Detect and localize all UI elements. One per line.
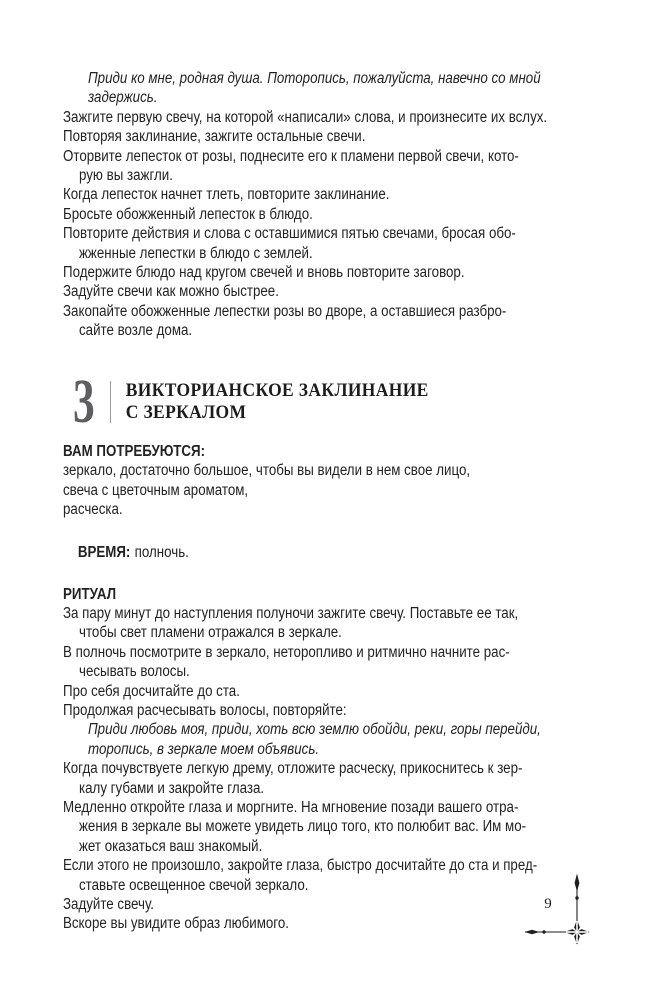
ritual-instructions — [63, 604, 587, 934]
ornament-dot-vertical — [575, 896, 578, 899]
time-label: ВРЕМЯ: — [77, 543, 131, 561]
text-line: рую вы зажгли. — [79, 167, 173, 185]
text-line: расческа. — [63, 500, 123, 518]
text-line: Если этого не произошло, закройте глаза, быстро досчитайте до ста и пред- — [63, 857, 538, 875]
instruction-paragraph — [63, 682, 587, 701]
instruction-paragraph — [63, 205, 587, 224]
text-line: жет оказаться ваш знакомый. — [79, 837, 263, 855]
text-line: Повторяя заклинание, зажгите остальные свечи. — [63, 128, 366, 146]
text-line: Оторвите лепесток от розы, поднесите его к пламени первой свечи, кото- — [63, 147, 519, 165]
instruction-paragraph — [63, 461, 587, 480]
instruction-paragraph — [63, 604, 587, 643]
instruction-paragraph — [63, 282, 587, 301]
text-line: чесывать волосы. — [79, 663, 190, 681]
page-number: 9 — [544, 896, 552, 912]
instruction-paragraph — [63, 127, 587, 146]
text-line: В полночь посмотрите в зеркало, неторопливо и ритмично начните рас- — [63, 643, 510, 661]
text-line: Задуйте свечи как можно быстрее. — [63, 283, 279, 301]
instruction-paragraph — [63, 185, 587, 204]
text-line: Приди любовь моя, приди, хоть всю землю обойди, реки, горы перейди, — [88, 721, 541, 739]
instruction-paragraph — [63, 759, 587, 798]
text-line: чтобы свет пламени отражался в зеркале. — [79, 624, 342, 642]
left-arrow-icon — [525, 930, 540, 935]
instruction-paragraph — [63, 643, 587, 682]
text-line: Подержите блюдо над кругом свечей и вновь повторите заговор. — [63, 264, 465, 282]
ritual-label: РИТУАЛ — [63, 585, 117, 603]
text-line: Задуйте свечу. — [63, 896, 154, 914]
text-line: Когда почувствуете легкую дрему, отложите расческу, прикоснитесь к зер- — [63, 760, 523, 778]
text-line: Повторите действия и слова с оставшимися пятью свечами, бросая обо- — [63, 225, 516, 243]
instruction-paragraph — [63, 147, 587, 186]
instruction-paragraph — [63, 798, 587, 856]
text-line: Вскоре вы увидите образ любимого. — [63, 915, 290, 933]
text-line: зеркало, достаточно большое, чтобы вы видели в нем свое лицо, — [63, 462, 471, 480]
spell-verse-paragraph — [63, 720, 587, 759]
instruction-paragraph — [63, 914, 587, 933]
text-line: задержись. — [88, 89, 158, 107]
instruction-paragraph — [63, 263, 587, 282]
text-line: жения в зеркале вы можете увидеть лицо того, кто полюбит вас. Им мо- — [79, 818, 527, 836]
text-line: Закопайте обожженные лепестки розы во дворе, а оставшиеся разбро- — [63, 302, 507, 320]
text-line: Про себя досчитайте до ста. — [63, 682, 240, 700]
text-line: Зажгите первую свечу, на которой «написали» слова, и произнесите их вслух. — [63, 108, 548, 126]
time-row — [63, 523, 514, 581]
text-line: Когда лепесток начнет тлеть, повторите заклинание. — [63, 186, 390, 204]
ornament-dot-horizontal — [542, 930, 545, 933]
section-title — [111, 379, 429, 425]
requirements-label: ВАМ ПОТРЕБУЮТСЯ: — [63, 442, 206, 460]
spell-verse-paragraph — [63, 69, 587, 108]
instruction-paragraph — [63, 481, 587, 500]
text-line: Приди ко мне, родная душа. Поторопись, пожалуйста, навечно со мной — [88, 70, 541, 87]
time-value: полночь. — [134, 543, 189, 561]
section-title-line2: С ЗЕРКАЛОМ — [125, 401, 247, 423]
instruction-paragraph — [63, 895, 587, 914]
text-line: Продолжая расчесывать волосы, повторяйте: — [63, 701, 347, 719]
text-line: ставьте освещенное свечой зеркало. — [79, 876, 309, 894]
requirements-list — [63, 461, 587, 519]
up-arrow-icon — [575, 874, 580, 892]
corner-compass-ornament — [512, 869, 594, 955]
text-line: свеча с цветочным ароматом, — [63, 481, 249, 499]
instruction-paragraph — [63, 302, 587, 341]
text-line: сайте возле дома. — [79, 322, 193, 340]
text-line: жженные лепестки в блюдо с землей. — [79, 244, 313, 262]
quatrefoil-icon — [565, 920, 590, 945]
instruction-paragraph — [63, 500, 587, 519]
instruction-paragraph — [63, 856, 587, 895]
section-heading — [73, 367, 587, 436]
instruction-paragraph — [63, 701, 587, 720]
text-line: Бросьте обожженный лепесток в блюдо. — [63, 205, 313, 223]
intro-instructions — [63, 69, 587, 341]
instruction-paragraph — [63, 224, 587, 263]
text-line: Медленно откройте глаза и моргните. На мгновение позади вашего отра- — [63, 799, 519, 816]
text-line: торопись, в зеркале моем объявись. — [88, 740, 320, 758]
text-line: За пару минут до наступления полуночи зажгите свечу. Поставьте ее так, — [63, 604, 519, 622]
section-number: 3 — [73, 367, 95, 436]
section-title-line1: ВИКТОРИАНСКОЕ ЗАКЛИНАНИЕ — [125, 379, 429, 401]
text-line: калу губами и закройте глаза. — [79, 779, 265, 797]
instruction-paragraph — [63, 108, 587, 127]
